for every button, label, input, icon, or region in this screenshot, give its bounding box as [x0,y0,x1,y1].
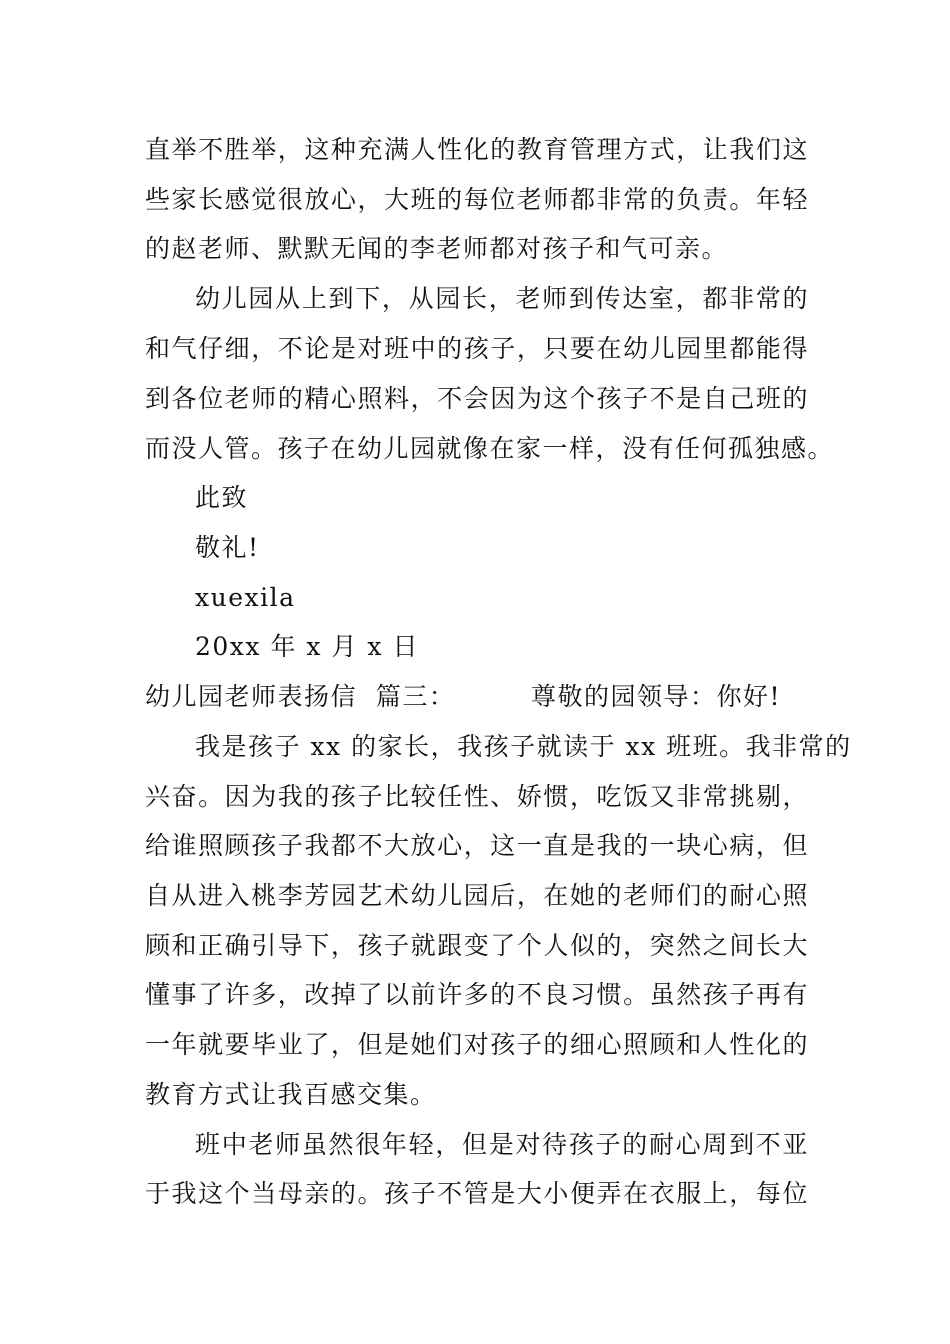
closing-salutation: 此致 [195,483,249,512]
text-line: 自从进入桃李芳园艺术幼儿园后，在她的老师们的耐心照 [145,881,809,910]
text-line: 给谁照顾孩子我都不大放心，这一直是我的一块心病，但 [145,831,809,860]
section-heading: 幼儿园老师表扬信 篇三： 尊敬的园领导：你好! [145,682,782,711]
text-line: 懂事了许多，改掉了以前许多的不良习惯。虽然孩子再有 [145,980,809,1009]
text-line: 一年就要毕业了，但是她们对孩子的细心照顾和人性化的 [145,1030,809,1059]
text-line: 的赵老师、默默无闻的李老师都对孩子和气可亲。 [145,234,729,263]
text-line: 于我这个当母亲的。孩子不管是大小便弄在衣服上，每位 [145,1179,809,1208]
text-line: 些家长感觉很放心，大班的每位老师都非常的负责。年轻 [145,185,809,214]
signature: xuexila [195,583,296,612]
paragraph-first-line: 我是孩子 xx 的家长，我孩子就读于 xx 班班。我非常的 [195,732,852,761]
text-line: 而没人管。孩子在幼儿园就像在家一样，没有任何孤独感。 [145,434,835,463]
text-line: 兴奋。因为我的孩子比较任性、娇惯，吃饭又非常挑剔， [145,782,809,811]
text-line: 教育方式让我百感交集。 [145,1080,437,1109]
closing-regards: 敬礼! [195,533,260,562]
text-line: 直举不胜举，这种充满人性化的教育管理方式，让我们这 [145,135,809,164]
text-line: 和气仔细，不论是对班中的孩子，只要在幼儿园里都能得 [145,334,809,363]
date-line: 20xx 年 x 月 x 日 [195,632,419,661]
text-line: 到各位老师的精心照料，不会因为这个孩子不是自己班的 [145,384,809,413]
paragraph-first-line: 班中老师虽然很年轻，但是对待孩子的耐心周到不亚 [195,1130,809,1159]
text-line: 顾和正确引导下，孩子就跟变了个人似的，突然之间长大 [145,931,809,960]
paragraph-first-line: 幼儿园从上到下，从园长，老师到传达室，都非常的 [195,284,809,313]
